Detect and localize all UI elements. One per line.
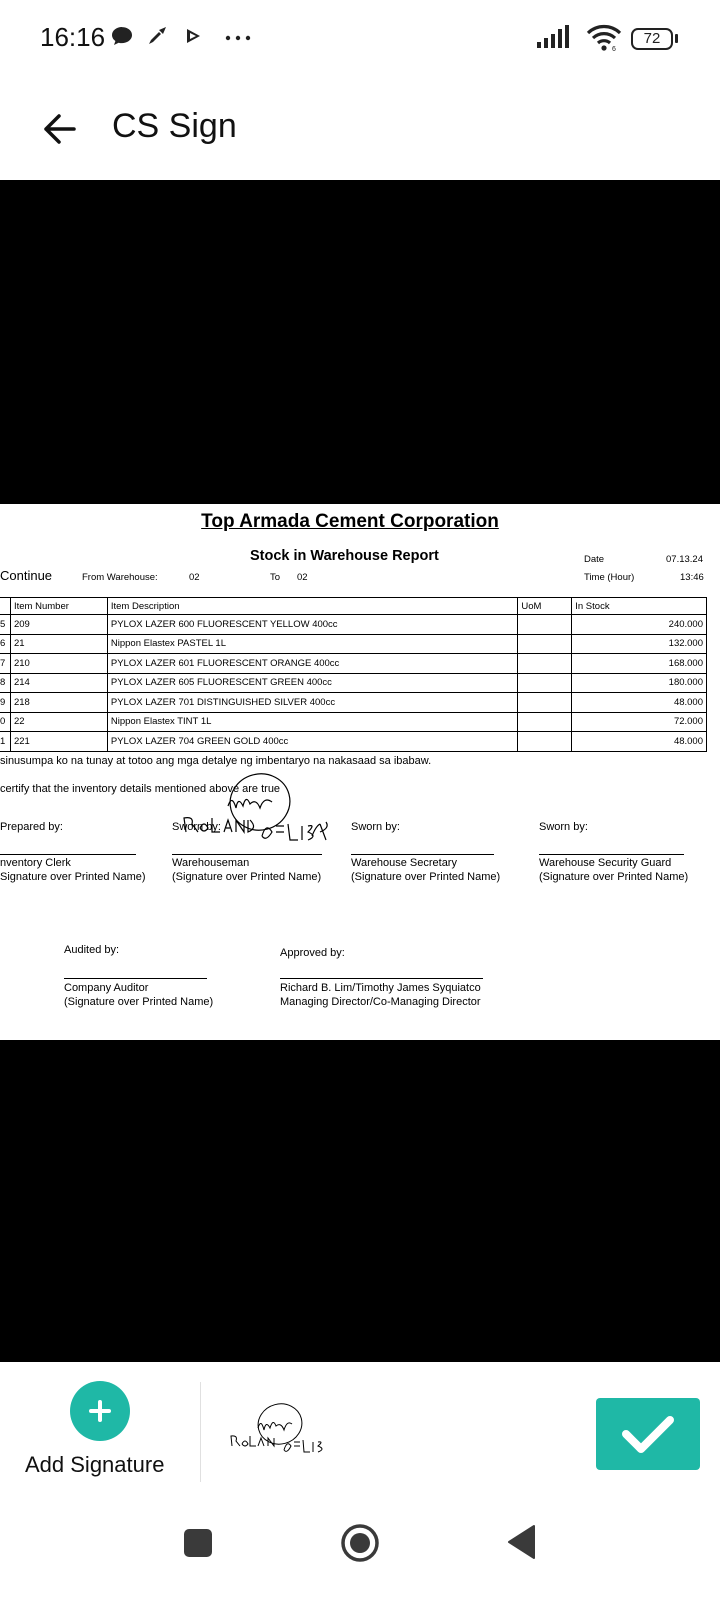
item-description: PYLOX LAZER 601 FLUORESCENT ORANGE 400cc	[107, 654, 517, 674]
item-description: Nippon Elastex PASTEL 1L	[107, 634, 517, 654]
column-header-index	[0, 598, 10, 615]
date-value: 07.13.24	[666, 554, 703, 565]
table-row	[0, 732, 707, 752]
item-uom	[518, 634, 572, 654]
item-uom	[518, 693, 572, 713]
svg-text:6: 6	[612, 46, 616, 52]
signatory-block	[172, 856, 321, 884]
column-header: Item Description	[107, 598, 517, 615]
signature-line	[0, 854, 136, 855]
auditor-note: (Signature over Printed Name)	[64, 996, 214, 1008]
add-signature-button[interactable]: Add Signature	[25, 1452, 165, 1477]
to-label: To	[270, 572, 281, 583]
signature-panel	[0, 1362, 720, 1492]
signatory-note: (Signature over Printed Name)	[351, 871, 501, 883]
signatory-role: Warehouseman	[172, 857, 250, 869]
audited-by-label: Audited by:	[64, 944, 120, 956]
time-value: 13:46	[680, 572, 704, 583]
sworn-by-label: Sworn by:	[539, 821, 588, 833]
panel-divider	[200, 1382, 201, 1482]
approver-block	[280, 981, 481, 1009]
placed-signature[interactable]	[180, 766, 340, 856]
time-label: Time (Hour)	[584, 572, 635, 583]
approved-by-label: Approved by:	[280, 947, 345, 959]
signatory-role: Warehouse Secretary	[351, 857, 457, 869]
signatory-block	[0, 856, 146, 884]
declaration-english: certify that the inventory details mentioned above are true	[0, 783, 281, 795]
item-number: 22	[10, 712, 107, 732]
saved-signature-thumbnail[interactable]	[228, 1402, 338, 1462]
approver-role: Richard B. Lim/Timothy James Syquiatco	[280, 982, 481, 994]
auditor-block	[64, 981, 213, 1009]
item-number: 221	[10, 732, 107, 752]
battery-icon: 72	[631, 28, 673, 50]
row-index: 6	[0, 634, 10, 654]
to-value: 02	[297, 572, 308, 583]
battery-tip	[675, 34, 678, 43]
document-viewer[interactable]	[0, 180, 720, 1362]
table-row	[0, 693, 707, 713]
date-label: Date	[584, 554, 605, 565]
in-stock: 180.000	[572, 673, 707, 693]
signature-line	[280, 978, 483, 979]
signatory-note: (Signature over Printed Name)	[539, 871, 689, 883]
approver-note: Managing Director/Co-Managing Director	[280, 996, 481, 1008]
row-index: 0	[0, 712, 10, 732]
column-header: Item Number	[10, 598, 107, 615]
in-stock: 240.000	[572, 615, 707, 635]
signatory-note: Signature over Printed Name)	[0, 871, 146, 883]
column-header: UoM	[518, 598, 572, 615]
item-uom	[518, 654, 572, 674]
check-icon	[596, 1398, 700, 1470]
from-warehouse-label: From Warehouse:	[82, 572, 158, 583]
item-description: PYLOX LAZER 704 GREEN GOLD 400cc	[107, 732, 517, 752]
continue-label: Continue	[0, 568, 53, 583]
item-number: 21	[10, 634, 107, 654]
status-time: 16:16	[40, 22, 106, 52]
item-description: PYLOX LAZER 605 FLUORESCENT GREEN 400cc	[107, 673, 517, 693]
plus-icon[interactable]	[70, 1381, 130, 1441]
document-page[interactable]	[0, 504, 720, 1040]
chat-bubble-icon	[110, 24, 134, 48]
in-stock: 168.000	[572, 654, 707, 674]
item-uom	[518, 615, 572, 635]
signatory-note: (Signature over Printed Name)	[172, 871, 322, 883]
row-index: 7	[0, 654, 10, 674]
from-warehouse-value: 02	[189, 572, 200, 583]
declaration-tagalog: sinusumpa ko na tunay at totoo ang mga detalye ng imbentaryo na nakasaad sa ibabaw.	[0, 755, 432, 767]
signatory-role: Warehouse Security Guard	[539, 857, 672, 869]
column-header: In Stock	[572, 598, 707, 615]
item-description: Nippon Elastex TINT 1L	[107, 712, 517, 732]
row-index: 1	[0, 732, 10, 752]
table-row	[0, 615, 707, 635]
signature-line	[351, 854, 494, 855]
sworn-by-label: Sworn by:	[172, 821, 221, 833]
play-store-icon	[182, 24, 204, 48]
stock-table	[0, 597, 707, 752]
item-uom	[518, 732, 572, 752]
report-title: Stock in Warehouse Report	[250, 548, 439, 564]
prepared-by-label: Prepared by:	[0, 821, 63, 833]
item-uom	[518, 712, 572, 732]
item-number: 210	[10, 654, 107, 674]
item-description: PYLOX LAZER 701 DISTINGUISHED SILVER 400cc	[107, 693, 517, 713]
status-bar	[0, 0, 720, 80]
arrow-back-icon[interactable]	[34, 104, 84, 154]
in-stock: 48.000	[572, 693, 707, 713]
wifi-icon	[586, 24, 622, 52]
row-index: 8	[0, 673, 10, 693]
signature-line	[64, 978, 207, 979]
table-header-row	[0, 598, 707, 615]
item-uom	[518, 673, 572, 693]
app-bar	[0, 80, 720, 180]
in-stock: 132.000	[572, 634, 707, 654]
in-stock: 48.000	[572, 732, 707, 752]
item-number: 218	[10, 693, 107, 713]
app-title: CS Sign	[112, 107, 237, 145]
table-row	[0, 673, 707, 693]
signatory-block	[539, 856, 688, 884]
row-index: 9	[0, 693, 10, 713]
auditor-role: Company Auditor	[64, 982, 149, 994]
recents-icon[interactable]	[184, 1529, 212, 1557]
navigation-bar	[0, 1492, 720, 1600]
signatory-role: nventory Clerk	[0, 857, 71, 869]
table-row	[0, 654, 707, 674]
item-description: PYLOX LAZER 600 FLUORESCENT YELLOW 400cc	[107, 615, 517, 635]
table-row	[0, 712, 707, 732]
item-number: 209	[10, 615, 107, 635]
signature-line	[539, 854, 684, 855]
signal-icon	[536, 24, 572, 50]
in-stock: 72.000	[572, 712, 707, 732]
row-index: 5	[0, 615, 10, 635]
rocket-icon	[145, 24, 169, 48]
more-dots-icon	[224, 24, 252, 48]
table-row	[0, 634, 707, 654]
company-name: Top Armada Cement Corporation	[201, 511, 499, 532]
signatory-block	[351, 856, 500, 884]
confirm-button[interactable]	[596, 1398, 700, 1470]
item-number: 214	[10, 673, 107, 693]
back-icon[interactable]	[506, 1524, 536, 1560]
sworn-by-label: Sworn by:	[351, 821, 400, 833]
home-icon[interactable]	[340, 1523, 380, 1563]
